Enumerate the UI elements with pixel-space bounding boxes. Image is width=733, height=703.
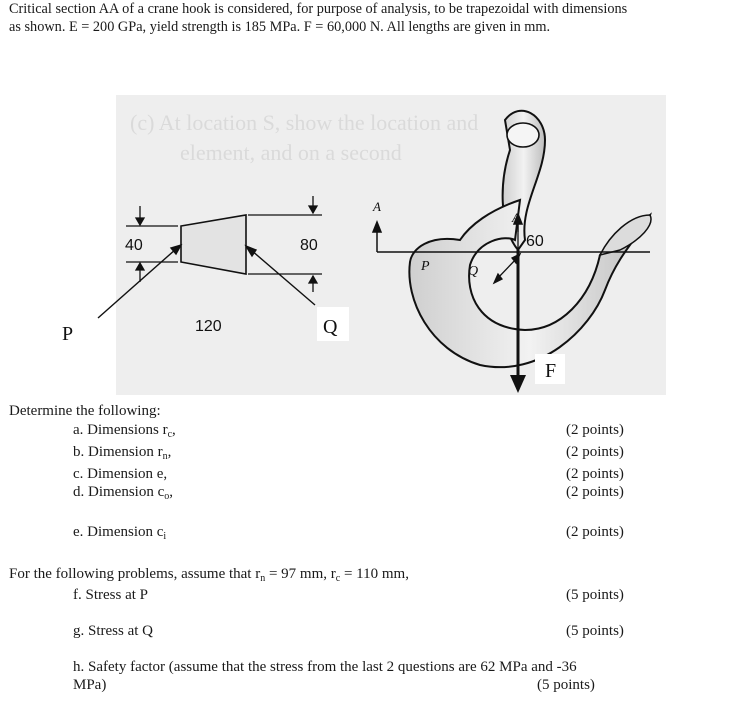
- followup-heading: For the following problems, assume that $r_n = 97$ mm, $r_c = 110$ mm,: [9, 566, 409, 584]
- hook-label-q: Q: [468, 264, 479, 279]
- question-h-cont: MPa): [73, 677, 107, 693]
- question-b: b. Dimension $r_n$,: [73, 444, 172, 462]
- questions-heading: Determine the following:: [9, 403, 161, 419]
- question-b-points: (2 points): [566, 444, 624, 460]
- dim-60-label: 60: [526, 233, 544, 250]
- intro-line-2: as shown. E = 200 GPa, yield strength is 185 MPa. F = 60,000 N. All lengths are given in mm.: [9, 19, 551, 35]
- question-h-points: (5 points): [537, 677, 595, 693]
- force-f-label: F: [545, 360, 557, 382]
- intro-line-1: Critical section AA of a crane hook is considered, for purpose of analysis, to be trapezoidal with dimensions: [9, 1, 628, 17]
- hook-label-p: P: [421, 259, 430, 274]
- question-h: h. Safety factor (assume that the stress from the last 2 questions are 62 MPa and -36: [73, 659, 577, 675]
- question-g: g. Stress at Q: [73, 623, 153, 639]
- question-e-points: (2 points): [566, 524, 624, 540]
- question-f-points: (5 points): [566, 587, 624, 603]
- question-c-points: (2 points): [566, 466, 624, 482]
- hook-label-a-mid: A: [512, 210, 520, 225]
- section-label-q: Q: [323, 316, 338, 338]
- question-c: c. Dimension e,: [73, 466, 168, 482]
- question-g-points: (5 points): [566, 623, 624, 639]
- dim-80-label: 80: [300, 237, 318, 254]
- hook-label-a-top: A: [373, 199, 381, 214]
- question-d: d. Dimension $c_o$,: [73, 484, 173, 502]
- question-f: f. Stress at P: [73, 587, 148, 603]
- question-e: e. Dimension $c_i$: [73, 524, 167, 542]
- dim-120-label: 120: [195, 318, 222, 335]
- question-a-points: (2 points): [566, 422, 624, 438]
- section-label-p: P: [62, 323, 74, 345]
- bg-text-1: (c) At location S, show the location and: [130, 110, 479, 135]
- dim-40-label: 40: [125, 237, 143, 254]
- question-d-points: (2 points): [566, 484, 624, 500]
- question-a: a. Dimensions $r_c$,: [73, 422, 176, 440]
- bg-text-2: element, and on a second: [180, 140, 402, 165]
